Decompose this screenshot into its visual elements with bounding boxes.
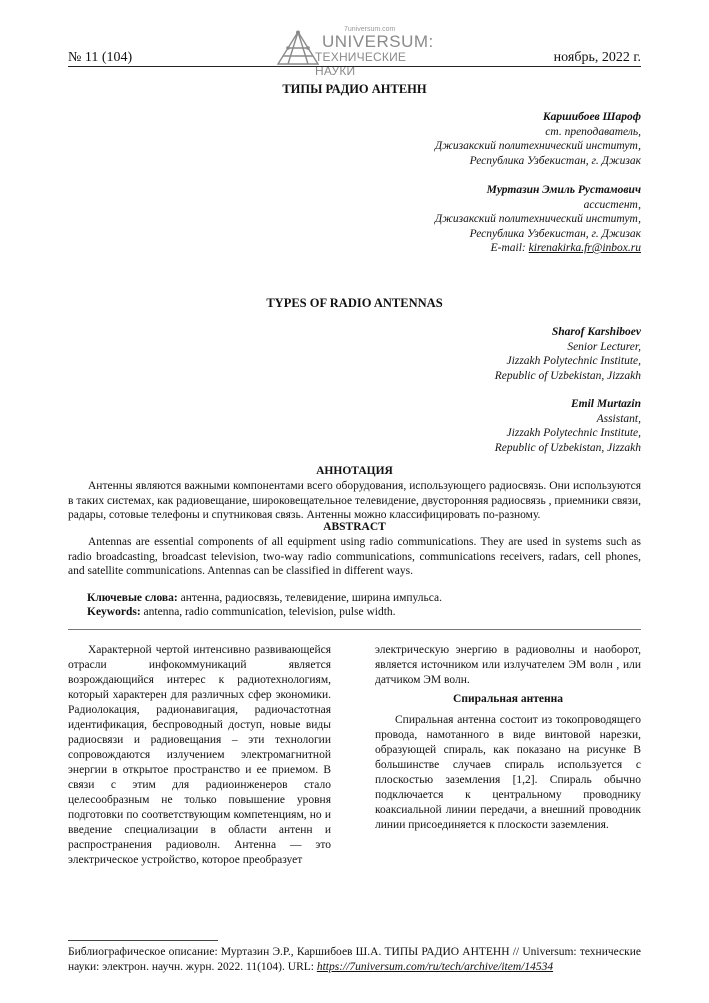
body-right-paragraph-1: электрическую энергию в радиоволны и наоборот, является источником или излучателем ЭМ волн , или датчиком ЭМ волн. [375,644,641,686]
keywords-ru-text: антенна, радиосвязь, телевидение, ширина импульса. [177,592,443,604]
author-name: Sharof Karshiboev [551,326,641,338]
section-divider [68,629,641,630]
author-position: Assistant, [596,412,641,425]
article-title-ru: ТИПЫ РАДИО АНТЕНН [282,82,427,96]
author-position: ст. преподаватель, [545,125,641,138]
annotation-text: Антенны являются важными компонентами всего оборудования, использующего радиосвязь. Они используются в таких системах, как радиовещание, широковещательное телевидение, двусторонняя радиосвязь , приемники связи, радары, сотовые телефоны и спутниковая связь. Антенны можно классифицировать по-разному. [68,480,641,521]
header-divider [68,66,641,67]
logo-subtitle: ТЕХНИЧЕСКИЕ НАУКИ [315,50,407,78]
author-affiliation: Jizzakh Polytechnic Institute, [506,355,641,367]
author-block-en-1 [495,325,641,383]
keywords-en-text: antenna, radio communication, television, pulse width. [140,606,396,618]
author-email-line [435,241,641,256]
body-left-column: Характерной чертой интенсивно развивающейся отрасли инфокоммуникаций является возрождающийся интерес к радиотехнологиям, который характерен для различных сфер экономики. Радиолокация, радионавигация, радиочастотная идентификация, беспроводный доступ, новые виды радиосвязи и радиовещания – эти технологии сопровождаются излучением электромагнитной энергии в открытое пространство и ее приемом. В связи с этим для радиоинженеров стало целесообразным не только повышение уровня подготовки по соответствующим компетенциям, но и введение специализации в области антенн и распространения радиоволн. Антенна — это электрическое устройство, которое преобразует [68,644,331,866]
logo-brand: UNIVERSUM: [322,32,434,51]
logo-site: 7universum.com [344,26,396,33]
body-right-paragraph-2: Спиральная антенна состоит из токопроводящего провода, намотанного в виде винтовой нарезки, образующей спираль, как показано на рисунке В большинстве случаев спираль используется с плоскостью заземления [1,2]. Спираль обычно подключается к центральному проводнику коаксиальной линии передачи, а внешний проводник линии присоединяется к плоскости заземления. [375,714,641,831]
annotation-heading: АННОТАЦИЯ [316,465,393,477]
keywords-ru [87,591,442,606]
author-affiliation: Джизакский политехнический институт, [434,213,641,225]
author-location: Republic of Uzbekistan, Jizzakh [494,369,641,382]
citation-url-link[interactable]: https://7universum.com/ru/tech/archive/item/14534 [316,960,554,973]
author-position: Senior Lecturer, [567,340,641,353]
abstract-text: Antennas are essential components of all equipment using radio communications. They are used in systems such as radio broadcasting, broadcast television, two-way radio communications, communications receivers, radars, cell phones, and satellite communications. Antennas can be classified in different ways. [68,536,641,577]
author-location: Республика Узбекистан, г. Джизак [469,227,641,240]
author-location: Республика Узбекистан, г. Джизак [469,154,641,167]
citation-text: Библиографическое описание: Муртазин Э.Р., Каршибоев Ш.А. ТИПЫ РАДИО АНТЕНН // Universum: технические науки: электрон. научн. журн. 2022. 11(104). URL: [68,946,641,973]
author-affiliation: Jizzakh Polytechnic Institute, [506,427,641,439]
article-title-en: TYPES OF RADIO ANTENNAS [266,296,443,310]
author-position: ассистент, [583,198,641,211]
author-block-ru-2 [435,183,641,256]
journal-logo [270,26,450,78]
author-name: Муртазин Эмиль Рустамович [486,184,641,196]
author-name: Каршибоев Шароф [542,111,641,123]
email-link[interactable]: kirenakirka.fr@inbox.ru [528,242,641,254]
author-block-ru-1 [435,110,641,168]
footnote-rule [68,940,218,941]
section-heading-spiral: Спиральная антенна [453,693,563,705]
keywords-ru-label: Ключевые слова: [87,592,178,604]
author-location: Republic of Uzbekistan, Jizzakh [494,441,641,454]
author-name: Emil Murtazin [571,398,641,410]
citation-footnote [68,945,641,974]
abstract-heading: ABSTRACT [323,521,386,533]
email-label: E-mail: [490,242,529,254]
author-affiliation: Джизакский политехнический институт, [434,140,641,152]
logo-triangle-icon [276,30,320,66]
issue-number: № 11 (104) [68,50,133,65]
keywords-en [87,605,396,620]
author-block-en-2 [495,397,641,455]
issue-date: ноябрь, 2022 г. [553,50,641,65]
keywords-en-label: Keywords: [87,606,141,618]
